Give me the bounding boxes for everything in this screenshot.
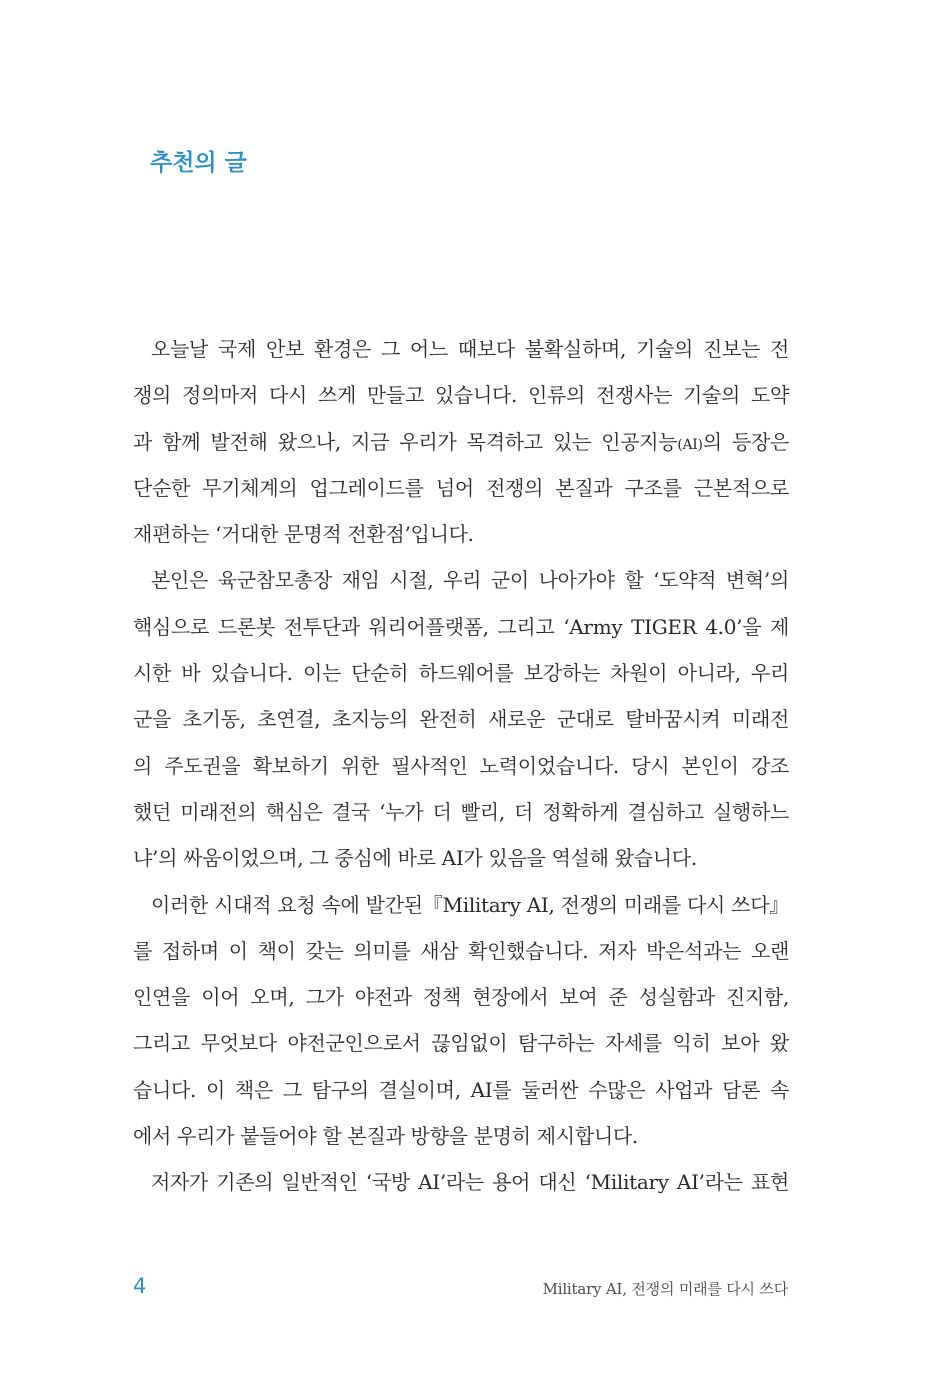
text-line: 인연을 이어 오며, 그가 야전과 정책 현장에서 보여 준 성실함과 진지함, — [133, 985, 789, 1010]
section-title: 추천의 글 — [150, 150, 247, 176]
inline-note: (AI) — [677, 436, 703, 453]
text-line: 군을 초기동, 초연결, 초지능의 완전히 새로운 군대로 탈바꿈시켜 미래전 — [133, 707, 789, 732]
text-line: 핵심으로 드론봇 전투단과 워리어플랫폼, 그리고 ‘Army TIGER 4.0’을 제 — [133, 614, 789, 639]
text-line: 본인은 육군참모총장 재임 시절, 우리 군이 나아가야 할 ‘도약적 변혁’의 — [151, 568, 789, 593]
text-line: 에서 우리가 붙들어야 할 본질과 방향을 분명히 제시합니다. — [133, 1124, 638, 1149]
body-text — [133, 326, 789, 1206]
text-line: 를 접하며 이 책이 갖는 의미를 새삼 확인했습니다. 저자 박은석과는 오랜 — [133, 938, 789, 963]
text-line: 습니다. 이 책은 그 탐구의 결실이며, AI를 둘러싼 수많은 사업과 담론 속 — [133, 1077, 789, 1102]
text-line: 쟁의 정의마저 다시 쓰게 만들고 있습니다. 인류의 전쟁사는 기술의 도약 — [133, 383, 789, 408]
text-line: 단순한 무기체계의 업그레이드를 넘어 전쟁의 본질과 구조를 근본적으로 — [133, 475, 789, 500]
text-line: 의 주도권을 확보하기 위한 필사적인 노력이었습니다. 당시 본인이 강조 — [133, 753, 789, 778]
text-line: 오늘날 국제 안보 환경은 그 어느 때보다 불확실하며, 기술의 진보는 전 — [151, 337, 789, 361]
running-title: Military AI, 전쟁의 미래를 다시 쓰다 — [542, 1280, 788, 1298]
text-line: 그리고 무엇보다 야전군인으로서 끊임없이 탐구하는 자세를 익히 보아 왔 — [133, 1031, 789, 1056]
text-line: 냐’의 싸움이었으며, 그 중심에 바로 AI가 있음을 역설해 왔습니다. — [133, 846, 697, 871]
text-segment: 의 등장은 — [702, 429, 790, 454]
text-segment: 과 함께 발전해 왔으나, 지금 우리가 목격하고 있는 인공지능 — [133, 429, 678, 454]
text-line: 저자가 기존의 일반적인 ‘국방 AI’라는 용어 대신 ‘Military AI’라는 표현 — [151, 1170, 789, 1195]
text-line: 시한 바 있습니다. 이는 단순히 하드웨어를 보강하는 차원이 아니라, 우리 — [133, 661, 789, 686]
text-line: 이러한 시대적 요청 속에 발간된『Military AI, 전쟁의 미래를 다시 쓰다』 — [151, 892, 789, 917]
page-number: 4 — [133, 1274, 147, 1298]
text-line: 재편하는 ‘거대한 문명적 전환점’입니다. — [133, 522, 474, 547]
text-line — [133, 419, 789, 465]
text-line: 했던 미래전의 핵심은 결국 ‘누가 더 빨리, 더 정확하게 결심하고 실행하느 — [133, 799, 789, 824]
